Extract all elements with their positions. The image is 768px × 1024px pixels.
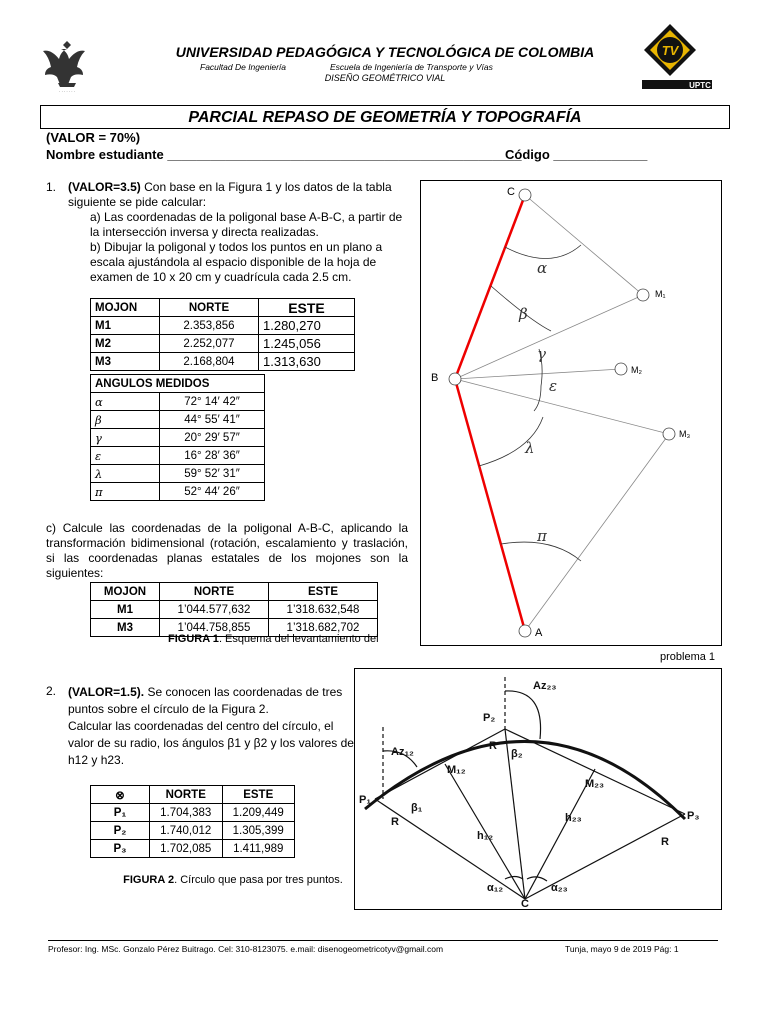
cell: 1.704,383	[150, 804, 223, 822]
figure2-caption: FIGURA 2. Círculo que pasa por tres puntos.	[123, 874, 343, 886]
lambda-label: λ	[525, 439, 535, 457]
col-header: ⊗	[91, 786, 150, 804]
angles-header: ANGULOS MEDIDOS	[91, 375, 265, 393]
beta2-label: β₂	[511, 748, 523, 760]
table-row	[91, 601, 378, 619]
m23-label: M₂₃	[585, 778, 605, 790]
col-header: MOJON	[91, 299, 160, 317]
faculty-name: Facultad De Ingeniería	[200, 62, 286, 72]
table-row	[91, 447, 265, 465]
cell: M3	[91, 353, 160, 371]
col-header: NORTE	[160, 583, 269, 601]
footer-professor: Profesor: Ing. MSc. Gonzalo Pérez Buitrago. Cel: 310-8123075. e.mail: disenogeometricotyv@gmail.com	[48, 944, 444, 954]
table-row	[91, 393, 265, 411]
cell: 1.305,399	[222, 822, 295, 840]
table-row	[91, 483, 265, 501]
school-name: Escuela de Ingeniería de Transporte y Vías	[330, 62, 493, 72]
cell: 1.280,270	[259, 317, 355, 335]
cell: M2	[91, 335, 160, 353]
table-row	[91, 822, 295, 840]
cell: 1.245,056	[259, 335, 355, 353]
point-a-label: A	[535, 627, 543, 639]
angle-symbol: γ	[91, 429, 160, 447]
beta1-label: β₁	[411, 802, 423, 814]
h23-label: h₂₃	[565, 812, 582, 824]
cell: 1’318.682,702	[269, 619, 378, 637]
table-row	[91, 804, 295, 822]
alpha-label: α	[537, 259, 548, 277]
az12-label: Az₁₂	[391, 746, 414, 758]
angle-value: 44° 55′ 41″	[160, 411, 265, 429]
figure1-caption: FIGURA 1. Esquema del levantamiento del	[168, 633, 379, 645]
table-header-row	[91, 299, 355, 317]
cell: 2.252,077	[160, 335, 259, 353]
p2-label: P₂	[483, 712, 496, 724]
uptc-logo-text: UPTC	[689, 81, 711, 90]
cell: P₃	[91, 840, 150, 858]
epsilon-label: ε	[549, 377, 558, 395]
footer-divider	[48, 940, 718, 941]
figure-1	[420, 180, 722, 646]
radius-label-2: R	[489, 740, 497, 752]
angle-value: 59° 52′ 31″	[160, 465, 265, 483]
p3-label: P₃	[687, 810, 700, 822]
svg-text:· · · · · · ·: · · · · · · ·	[59, 89, 75, 94]
center-label: C	[521, 898, 529, 909]
table-row	[91, 840, 295, 858]
angle-symbol: β	[91, 411, 160, 429]
angle-value: 16° 28′ 36″	[160, 447, 265, 465]
cell: 1.702,085	[150, 840, 223, 858]
q1-part-c: c) Calcule las coordenadas de la poligonal A-B-C, aplicando la transformación bidimensional (rotación, escalamiento y traslación, si las coordenadas planas estatales de los mojones son la siguientes:	[46, 521, 408, 580]
cell: M1	[91, 317, 160, 335]
q1-intro: (VALOR=3.5) Con base en la Figura 1 y los datos de la tabla siguiente se pide calcular:	[68, 180, 392, 209]
gamma-label: γ	[537, 345, 546, 363]
table-row	[91, 317, 355, 335]
q2-task: Calcular las coordenadas del centro del círculo, el valor de su radio, los ángulos β1 y β2 y los valores de h12 y h23.	[68, 719, 354, 767]
mojon-m1-label: M₁	[655, 289, 666, 299]
mojon-m2-label: M₂	[631, 365, 642, 375]
radius-label-1: R	[391, 816, 399, 828]
q1-coordinates-table	[90, 298, 355, 371]
cell: M3	[91, 619, 160, 637]
student-code-field[interactable]: Código _____________	[505, 147, 648, 162]
uptc-logo	[640, 22, 715, 92]
q2-intro: (VALOR=1.5). Se conocen las coordenadas de tres puntos sobre el círculo de la Figura 2.	[68, 685, 343, 716]
table-row	[91, 353, 355, 371]
figure1-caption-cont: problema 1	[660, 651, 716, 663]
angle-value: 52° 44′ 26″	[160, 483, 265, 501]
mojon-m3-label: M₃	[679, 429, 691, 439]
q2-number: 2.	[46, 684, 57, 698]
col-header: ESTE	[269, 583, 378, 601]
exam-weight: (VALOR = 70%)	[46, 130, 141, 145]
cell: 1’318.632,548	[269, 601, 378, 619]
cell: 2.353,856	[160, 317, 259, 335]
figure-2	[354, 668, 722, 910]
table-row	[91, 411, 265, 429]
course-name: DISEÑO GEOMÉTRICO VIAL	[324, 73, 446, 83]
m12-label: M₁₂	[447, 764, 466, 776]
exam-title: PARCIAL REPASO DE GEOMETRÍA Y TOPOGRAFÍA	[40, 105, 730, 129]
student-name-field[interactable]: Nombre estudiante _________________________________________________	[46, 147, 522, 162]
cell: 1’044.758,855	[160, 619, 269, 637]
alpha12-label: α₁₂	[487, 882, 504, 894]
svg-text:TV: TV	[661, 43, 679, 58]
angle-value: 72° 14′ 42″	[160, 393, 265, 411]
beta-label: β	[519, 305, 528, 323]
az23-label: Az₂₃	[533, 680, 557, 692]
q1-part-b: b) Dibujar la poligonal y todos los puntos en un plano a escala ajustándola al espacio disponible de la hoja de examen de 10 x 20 cm y cuadrícula cada 2.5 cm.	[90, 240, 383, 284]
point-b-label: B	[431, 372, 439, 384]
q1-number: 1.	[46, 180, 57, 194]
cell: 2.168,804	[160, 353, 259, 371]
cell: P₂	[91, 822, 150, 840]
cell: 1.313,630	[259, 353, 355, 371]
cell: 1.411,989	[222, 840, 295, 858]
p1-label: P₁	[359, 794, 371, 806]
table-header-row	[91, 786, 295, 804]
footer-date-page: Tunja, mayo 9 de 2019 Pág: 1	[565, 944, 679, 954]
table-row	[91, 429, 265, 447]
cell: M1	[91, 601, 160, 619]
col-header: MOJON	[91, 583, 160, 601]
point-c-label: C	[507, 186, 515, 198]
q2-points-table	[90, 785, 295, 858]
q1-state-coordinates-table	[90, 582, 378, 637]
alpha23-label: α₂₃	[551, 882, 568, 894]
cell: 1.740,012	[150, 822, 223, 840]
university-name: UNIVERSIDAD PEDAGÓGICA Y TECNOLÓGICA DE COLOMBIA	[175, 44, 595, 60]
table-row	[91, 335, 355, 353]
table-header-row	[91, 583, 378, 601]
angle-symbol: α	[91, 393, 160, 411]
cell: 1’044.577,632	[160, 601, 269, 619]
angle-symbol: ε	[91, 447, 160, 465]
angle-symbol: λ	[91, 465, 160, 483]
q1-part-a: a) Las coordenadas de la poligonal base A-B-C, a partir de la intersección inversa y directa realizadas.	[90, 210, 403, 239]
university-logo	[40, 35, 95, 95]
angle-symbol: π	[91, 483, 160, 501]
col-header: NORTE	[150, 786, 223, 804]
radius-label-3: R	[661, 836, 669, 848]
col-header: ESTE	[222, 786, 295, 804]
cell: 1.209,449	[222, 804, 295, 822]
pi-label: π	[537, 527, 547, 545]
angle-value: 20° 29′ 57″	[160, 429, 265, 447]
h12-label: h₁₂	[477, 830, 494, 842]
cell: P₁	[91, 804, 150, 822]
col-header: ESTE	[259, 299, 355, 317]
table-row	[91, 465, 265, 483]
angles-table	[90, 374, 265, 501]
col-header: NORTE	[160, 299, 259, 317]
